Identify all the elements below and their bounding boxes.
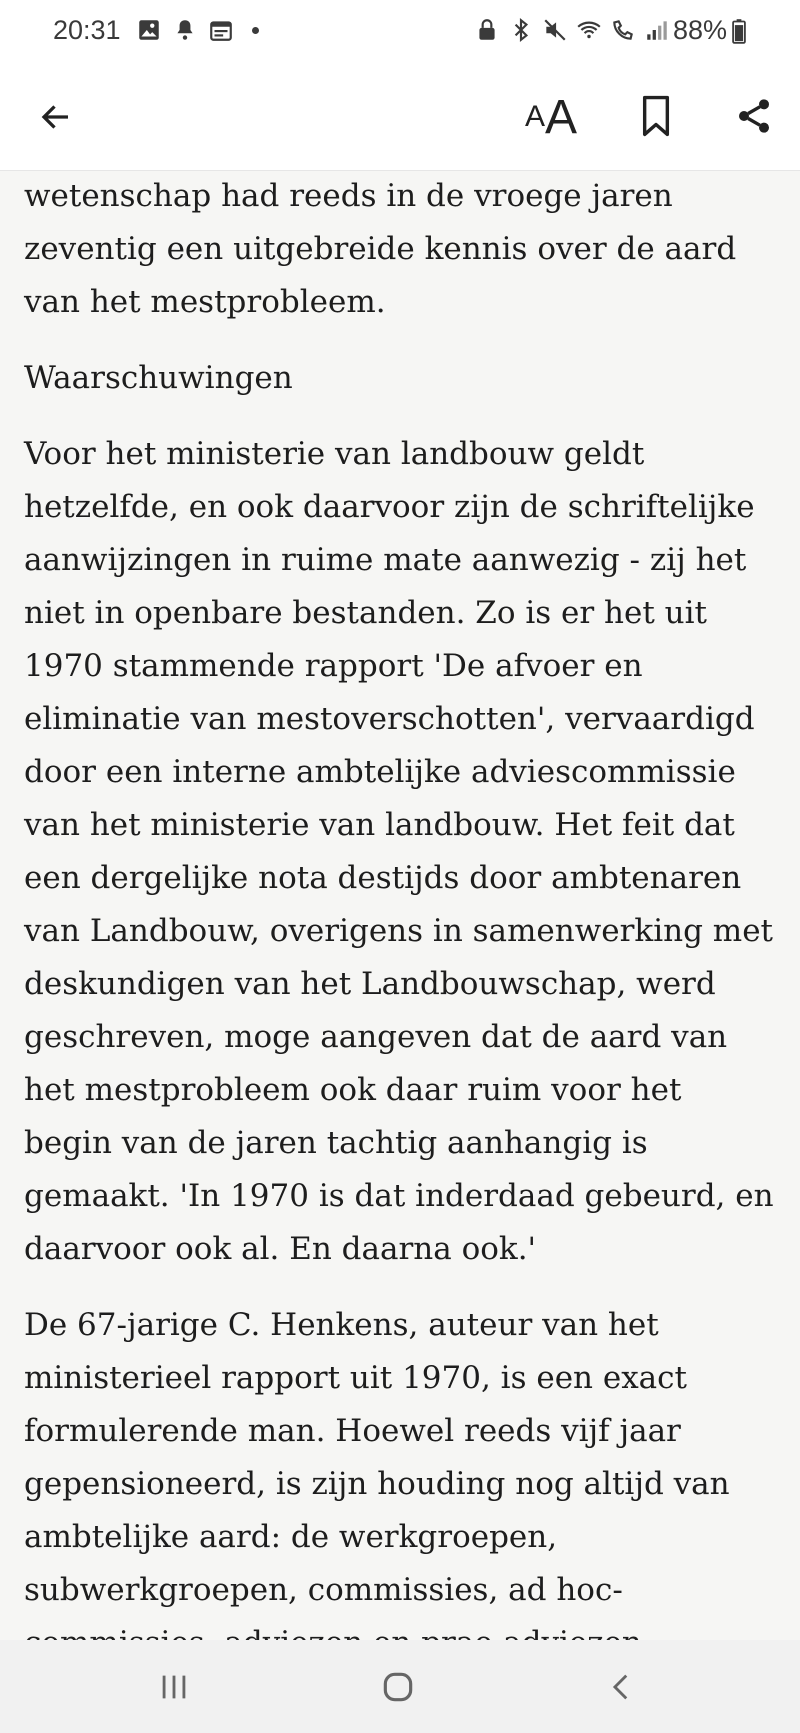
status-time: 20:31 [53,15,121,45]
battery-icon [731,18,747,44]
home-icon [379,1668,417,1706]
recents-icon [157,1670,191,1704]
back-button[interactable] [28,89,84,145]
dot-icon [252,27,259,34]
wifi-icon [576,17,602,43]
arrow-left-icon [38,99,74,135]
bookmark-icon [639,94,673,138]
nav-back-button[interactable] [592,1660,652,1714]
lock-icon [474,17,500,43]
mute-icon [542,17,568,43]
article-subheading: Waarschuwingen [24,360,293,396]
gallery-icon [136,17,162,43]
calendar-icon [208,17,234,43]
article-body [24,170,776,1640]
app-bar [0,64,800,170]
status-left-icons [136,17,259,43]
text-size-icon-small: A [524,100,545,133]
bookmark-button[interactable] [628,88,684,144]
battery-indicator [673,15,747,46]
text-size-button[interactable] [518,86,584,148]
share-button[interactable] [726,88,782,144]
text-size-icon-big: A [545,90,578,144]
status-right-icons [474,17,670,43]
system-nav-bar [0,1640,800,1733]
article-paragraph: De 67-jarige C. Henkens, auteur van het ministerieel rapport uit 1970, is een exact formulerende man. Hoewel reeds vijf jaar gepensioneerd, is zijn houding nog altijd van ambtelijke aard: de werkgroepen, subwerkgroepen, commissies, ad hoc- [24,1307,730,1608]
article-paragraph: Voor het ministerie van landbouw geldt hetzelfde, en ook daarvoor zijn de schriftelijke aanwijzingen in ruime mate aanwezig - zij het niet in openbare bestanden. Zo is er het uit 1970 stammende rapport 'De afvoer en eliminatie van mestoverschotten', vervaardigd door een interne ambtelijke adviescommissie van het ministerie van landbouw. Het feit dat een dergelijke nota destijds door ambtenaren van Landbouw, overigens in samenwerking met deskundigen van het Landbouwschap, werd geschreven, moge aangeven dat de aard van het mestprobleem ook daar ruim voor het begin van de jaren tachtig aanhangig is gemaakt. 'In 1970 is dat inderdaad gebeurd, en daarvoor ook al. En daarna ook.' [24,436,774,1267]
battery-percent: 88% [673,15,728,45]
status-bar [0,0,800,64]
call-wifi-icon [610,17,636,43]
home-button[interactable] [368,1660,428,1714]
signal-icon [644,17,670,43]
chevron-left-icon [605,1670,639,1704]
article-paragraph: wetenschap had reeds in de vroege jaren zeventig een uitgebreide kennis over de aard van het mestprobleem. [24,178,737,320]
share-icon [734,96,774,136]
notification-icon [172,17,198,43]
bluetooth-icon [508,17,534,43]
recents-button[interactable] [144,1660,204,1714]
